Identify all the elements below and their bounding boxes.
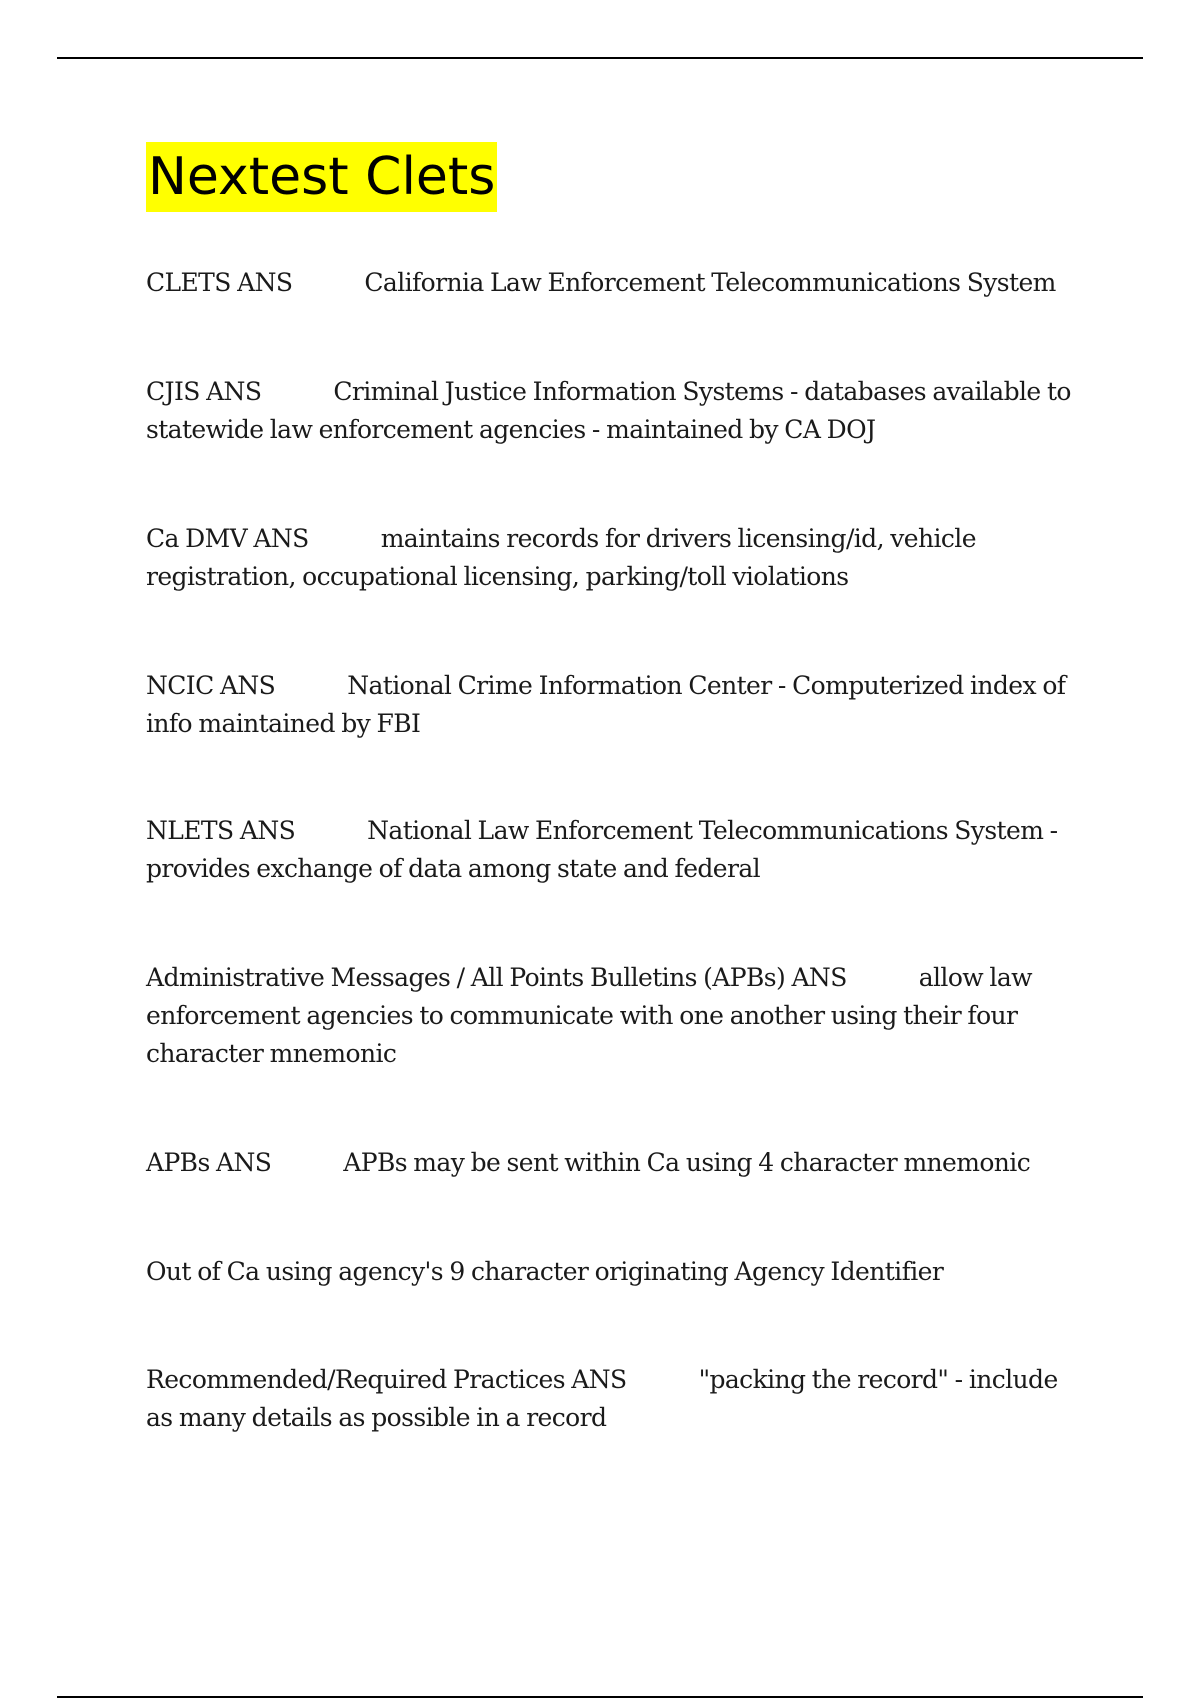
document-title: Nextest Clets [146,142,497,212]
entry-definition: "packing the record" - include as many details as possible in a record [146,1365,1058,1432]
flashcard-entry [146,520,1086,596]
entry-term: Recommended/Required Practices ANS [146,1365,627,1394]
entry-term: CJIS ANS [146,377,262,406]
flashcard-entry [146,373,1086,449]
flashcard-list [146,264,1086,1437]
top-divider [57,57,1143,59]
entry-definition: California Law Enforcement Telecommunications System [364,268,1056,297]
entry-definition: maintains records for drivers licensing/id, vehicle registration, occupational licensing, parking/toll violations [146,524,976,591]
entry-term: Administrative Messages / All Points Bulletins (APBs) ANS [146,963,847,992]
flashcard-entry [146,959,1086,1073]
continuation-line [146,1253,1086,1291]
flashcard-entry [146,667,1086,743]
entry-term: Ca DMV ANS [146,524,309,553]
document-body [146,142,1086,1437]
entry-term: CLETS ANS [146,268,293,297]
entry-term: NLETS ANS [146,816,296,845]
flashcard-entry [146,812,1086,888]
flashcard-entry [146,1144,1086,1182]
entry-definition: Criminal Justice Information Systems - databases available to statewide law enforcement agencies - maintained by CA DOJ [146,377,1071,444]
flashcard-entry [146,264,1086,302]
entry-term: NCIC ANS [146,671,276,700]
entry-text: Out of Ca using agency's 9 character originating Agency Identifier [146,1257,944,1286]
entry-term: APBs ANS [146,1148,272,1177]
bottom-divider [57,1696,1143,1698]
entry-definition: APBs may be sent within Ca using 4 character mnemonic [343,1148,1031,1177]
entry-definition: National Law Enforcement Telecommunications System - provides exchange of data among state and federal [146,816,1058,883]
flashcard-entry [146,1361,1086,1437]
entry-definition: National Crime Information Center - Computerized index of info maintained by FBI [146,671,1066,738]
entry-definition: allow law enforcement agencies to communicate with one another using their four character mnemonic [146,963,1032,1068]
